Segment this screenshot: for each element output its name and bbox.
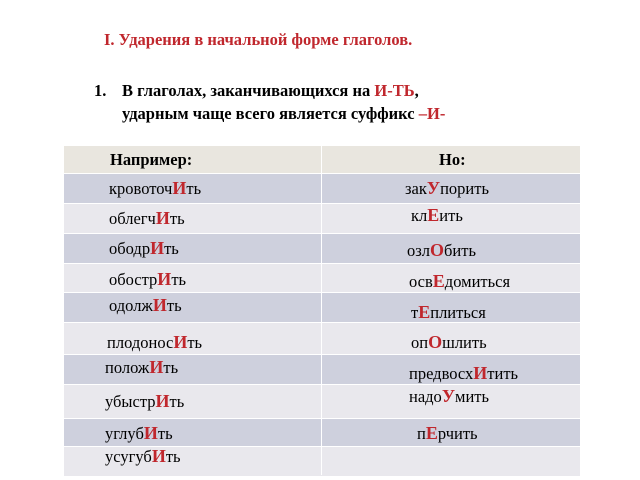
rule-text-1-end: , — [414, 81, 419, 100]
left-column-header: Например: — [110, 150, 193, 169]
rule-number: 1. — [94, 81, 107, 100]
verb-example: усугубИть — [105, 446, 181, 466]
verb-example: углубИть — [105, 423, 173, 443]
verb-exception: освЕдомиться — [409, 271, 511, 291]
rule-1 — [94, 79, 445, 125]
verb-exception: озлОбить — [407, 240, 476, 260]
verb-example: кровоточИть — [109, 178, 202, 198]
verb-exception: закУпорить — [405, 178, 489, 198]
right-column-header: Но: — [439, 150, 466, 169]
rule-text-1: В глаголах, заканчивающихся на — [122, 81, 375, 100]
verb-exception: тЕплиться — [411, 302, 486, 322]
rule-line-2 — [94, 102, 445, 125]
rule-highlight-2: –И- — [418, 104, 446, 123]
verb-example: облегчИть — [109, 208, 185, 228]
verb-example: плодоносИть — [107, 332, 203, 352]
verb-exception: предвосхИтить — [409, 363, 519, 383]
verb-exception: клЕить — [411, 205, 463, 225]
verb-exception: пЕрчить — [417, 423, 478, 443]
verb-exception: опОшлить — [411, 332, 487, 352]
verb-example: обострИть — [109, 269, 187, 289]
verb-table — [64, 145, 580, 475]
verb-example: положИть — [105, 357, 179, 377]
page-title: I. Ударения в начальной форме глаголов. — [104, 30, 413, 49]
verb-example: ободрИть — [109, 238, 179, 258]
verb-example: убыстрИть — [105, 391, 185, 411]
rule-text-2: ударным чаще всего является суффикс — [122, 104, 419, 123]
rule-highlight-1: И-ТЬ — [374, 81, 415, 100]
verb-example: одолжИть — [109, 295, 182, 315]
column-divider — [321, 145, 322, 475]
verb-exception: надоУмить — [409, 386, 490, 406]
